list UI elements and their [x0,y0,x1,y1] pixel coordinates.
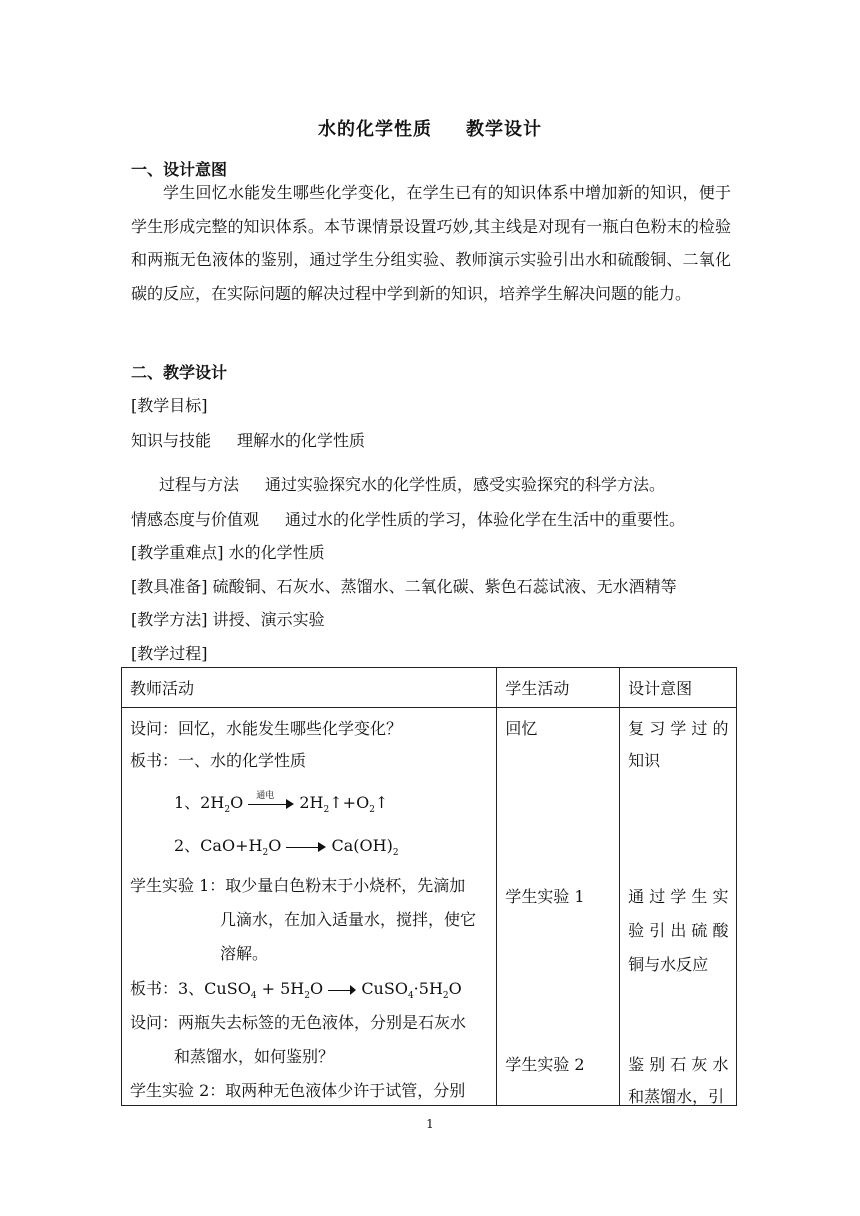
section2-heading: 二、教学设计 [131,363,228,382]
intent-cell: 复 习 学 过 的 知识 通 过 学 生 实 验 引 出 硫 酸 铜与水反应 鉴 别 石 灰 水 和蒸馏水，引 [620,708,737,1106]
title-part2: 教学设计 [466,119,542,140]
header-intent: 设计意图 [620,668,737,708]
student-cell: 回忆 学生实验 1 学生实验 2 [497,708,620,1106]
goal-knowledge: 知识与技能 理解水的化学性质 [131,431,366,450]
materials: [教具准备] 硫酸铜、石灰水、蒸馏水、二氧化碳、紫色石蕊试液、无水酒精等 [131,577,677,596]
process-label: [教学过程] [131,644,208,663]
board-3: 板书：3、CuSO$_4$ + $5H_2O$ $CuSO_4\cdot 5H_2O$ [130,979,462,1002]
title-part1: 水的化学性质 [318,119,432,140]
equation-2: 2、$CaO+H_2O$ $Ca(OH)_2$ [174,836,399,859]
table-header-row [122,668,737,708]
teacher-cell: 设问：回忆，水能发生哪些化学变化？ 板书：一、水的化学性质 1、$2H_2O$ 通电 $2H_2↑+O_2↑$ 2、$CaO+H_2O$ $Ca(OH)_2$ 学生实验 1：取少量白色粉末于小烧杯，先滴加 几滴水，在加入适量水，搅拌，使它 溶解。 板书：3、CuSO$_4$ + $5H_2O$ $CuSO_4\cdot 5H_2O$ 设问：两瓶失去标签的无色液体，分别是石灰水 和蒸馏水，如何鉴别？ 学生实验 2：取两种无色液体少许于试管，分别 [122,708,497,1106]
page-number: 1 [426,1117,434,1131]
section1-heading: 一、设计意图 [131,160,228,179]
table-row [122,708,737,1106]
goal-process: 过程与方法 通过实验探究水的化学性质，感受实验探究的科学方法。 [159,475,666,494]
process-table [121,667,737,1106]
header-teacher: 教师活动 [122,668,497,708]
methods: [教学方法] 讲授、演示实验 [131,610,325,629]
goal-attitude: 情感态度与价值观 通过水的化学性质的学习，体验化学在生活中的重要性。 [131,510,686,529]
header-student: 学生活动 [497,668,620,708]
goals-label: [教学目标] [131,396,208,415]
arrow-icon [328,984,356,996]
section1-body: 学生回忆水能发生哪些化学变化，在学生已有的知识体系中增加新的知识，便于学生形成完整的知识体系。本节课情景设置巧妙,其主线是对现有一瓶白色粉末的检验和两瓶无色液体的鉴别，通过学生分组实验、教师演示实验引出水和硫酸铜、二氧化碳的反应，在实际问题的解决过程中学到新的知识，培养学生解决问题的能力。 [131,183,731,303]
key-points: [教学重难点] 水的化学性质 [131,543,325,562]
page-title [0,115,860,141]
arrow-icon [286,841,326,853]
arrow-icon: 通电 [248,798,294,810]
equation-1: 1、$2H_2O$ 通电 $2H_2↑+O_2↑$ [174,790,389,816]
